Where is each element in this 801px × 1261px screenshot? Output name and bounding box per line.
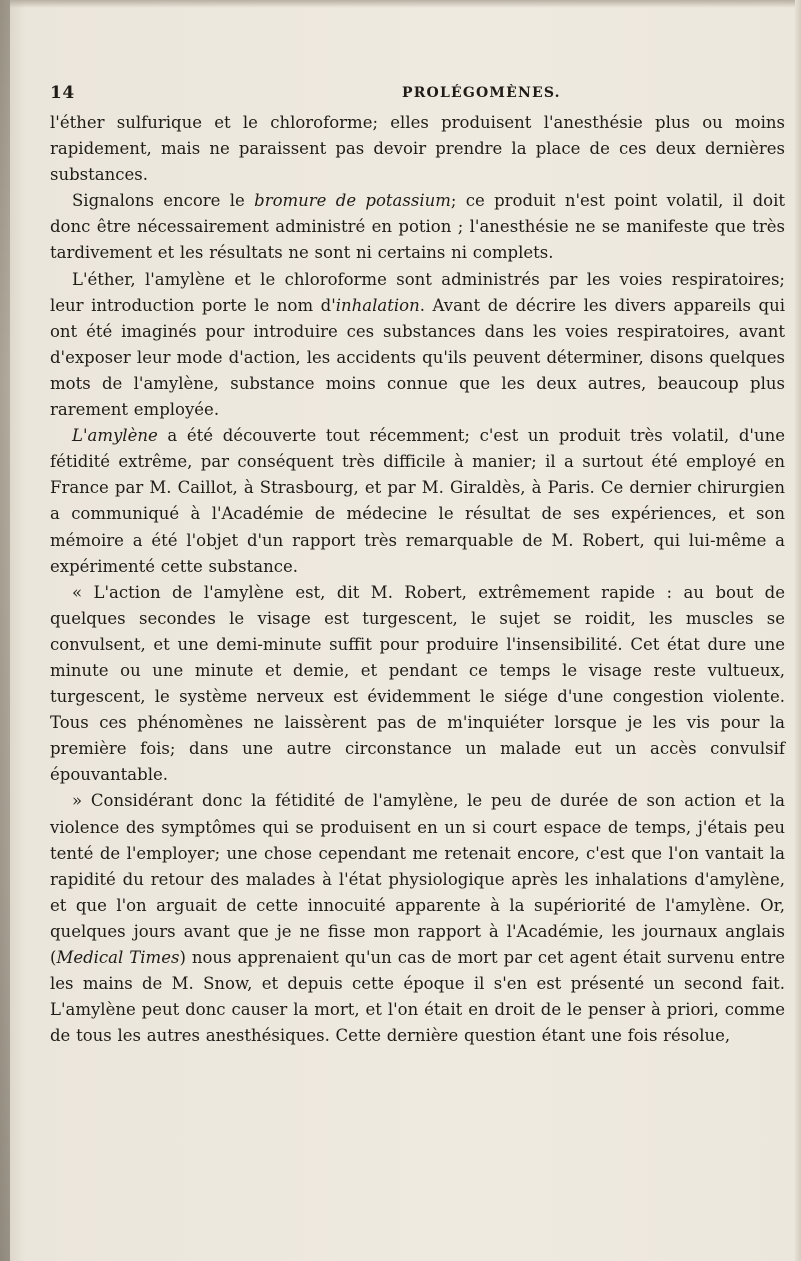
- paragraph: L'amylène a été découverte tout récemment; c'est un produit très volatil, d'une fétidité extrême, par conséquent très difficile à manier; il a surtout été employé en France par M. Caillot, à Strasbourg, et par M. Giraldès, à Paris. Ce dernier chirurgien a communiqué à l'Académie de médecine le résultat de ses expériences, et son mémoire a été l'objet d'un rapport très remarquable de M. Robert, qui lui-même a expérimenté cette substance.: [50, 426, 785, 576]
- italic-term: L'amylène: [72, 426, 158, 446]
- binding-gutter: [0, 0, 10, 1261]
- paragraph: L'éther, l'amylène et le chloroforme sont administrés par les voies respiratoires; leur introduction porte le nom d'inhalation. Avant de décrire les divers appareils qui ont été imaginés pour introduire ces substances dans les voies respiratoires, avant d'exposer leur mode d'action, les accidents qu'ils peuvent déterminer, disons quelques mots de l'amylène, substance moins connue que les deux autres, beaucoup plus rarement employée.: [50, 269, 785, 420]
- italic-term: bromure de potassium: [254, 191, 451, 211]
- quoted-paragraph: « L'action de l'amylène est, dit M. Robert, extrêmement rapide : au bout de quelques secondes le visage est turgescent, le sujet se roidit, les muscles se convulsent, et une demi-minute suffit pour produire l'insensibilité. Cet état dure une minute ou une minute et demie, et pendant ce temps le visage reste vultueux, turgescent, le système nerveux est évidemment le siége d'une congestion violente. Tous ces phénomènes ne laissèrent pas de m'inquiéter lorsque je les vis pour la première fois; dans une autre circonstance un malade eut un accès convulsif épouvantable.: [50, 582, 785, 785]
- quoted-paragraph: » Considérant donc la fétidité de l'amylène, le peu de durée de son action et la violence des symptômes qui se produisent en un si court espace de temps, j'étais peu tenté de l'employer; une chose cependant me retenait encore, c'est que l'on vantait la rapidité du retour des malades à l'état physiologique après les inhalations d'amylène, et que l'on arguait de cette innocuité apparente à la supériorité de l'amylène. Or, quelques jours avant que je ne fisse mon rapport à l'Académie, les journaux anglais (Medical Times) nous apprenaient qu'un cas de mort par cet agent était survenu entre les mains de M. Snow, et depuis cette époque il s'en est présenté un second fait. L'amylène peut donc causer la mort, et l'on était en droit de le penser à priori, comme de tous les autres anesthésiques. Cette dernière question étant une fois résolue,: [50, 791, 785, 1046]
- top-shadow: [10, 0, 795, 8]
- page-header: [50, 83, 785, 109]
- paragraph: Signalons encore le bromure de potassium; ce produit n'est point volatil, il doit donc être nécessairement administré en potion ; l'anesthésie ne se manifeste que très tardivement et les résultats ne sont ni certains ni complets.: [50, 191, 785, 263]
- italic-term: inhalation: [335, 295, 420, 315]
- body-text: [50, 110, 785, 1049]
- page-number: 14: [50, 83, 75, 103]
- paragraph: l'éther sulfurique et le chloroforme; elles produisent l'anesthésie plus ou moins rapidement, mais ne paraissent pas devoir prendre la place de ces deux dernières substances.: [50, 113, 785, 185]
- page-edge: [795, 0, 801, 1261]
- running-head: PROLÉGOMÈNES.: [402, 85, 561, 101]
- italic-term: Medical Times: [56, 948, 180, 967]
